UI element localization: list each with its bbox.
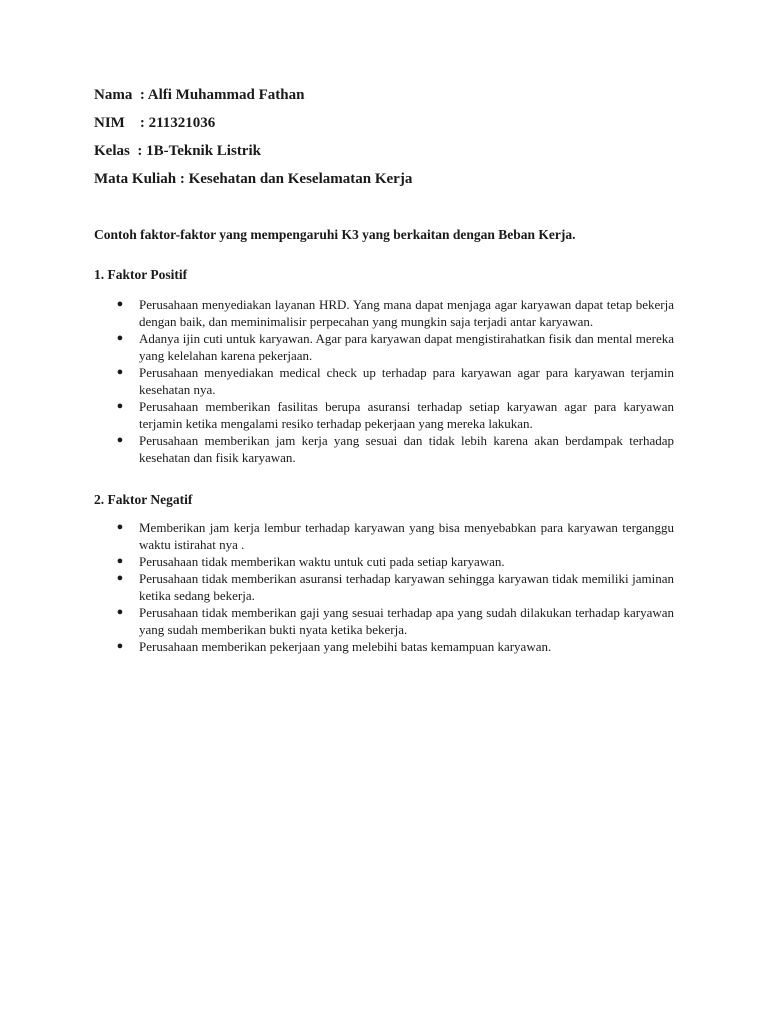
negative-factors-heading: 2. Faktor Negatif [94, 492, 193, 507]
list-item-text: Perusahaan menyediakan medical check up terhadap para karyawan agar para karyawan terjamin kesehatan nya. [139, 365, 674, 397]
list-item [94, 604, 674, 638]
bullet-icon: ● [116, 521, 124, 533]
list-item-text: Perusahaan tidak memberikan asuransi terhadap karyawan sehingga karyawan tidak memiliki jaminan ketika sedang bekerja. [139, 571, 674, 603]
list-item [94, 570, 674, 604]
list-item [94, 296, 674, 330]
student-identity [94, 86, 694, 198]
list-item-text: Perusahaan memberikan fasilitas berupa asuransi terhadap setiap karyawan agar para karyawan terjamin ketika mengalami resiko terhadap pekerjaan yang mereka lakukan. [139, 399, 674, 431]
list-item [94, 398, 674, 432]
bullet-icon: ● [116, 366, 124, 378]
list-item [94, 553, 674, 570]
list-item-text: Adanya ijin cuti untuk karyawan. Agar para karyawan dapat mengistirahatkan fisik dan mental mereka yang kelelahan karena pekerjaan. [139, 331, 674, 363]
negative-factors-list [94, 519, 674, 655]
list-item-text: Perusahaan memberikan pekerjaan yang melebihi batas kemampuan karyawan. [139, 639, 552, 654]
nim-line: NIM : 211321036 [94, 115, 216, 131]
positive-factors-heading: 1. Faktor Positif [94, 267, 188, 282]
list-item-text: Perusahaan memberikan jam kerja yang sesuai dan tidak lebih karena akan berdampak terhadap kesehatan dan fisik karyawan. [139, 433, 674, 465]
intro-heading: Contoh faktor-faktor yang mempengaruhi K3 yang berkaitan dengan Beban Kerja. [94, 227, 576, 242]
list-item-text: Perusahaan tidak memberikan waktu untuk cuti pada setiap karyawan. [139, 554, 505, 569]
bullet-icon: ● [116, 434, 124, 446]
bullet-icon: ● [116, 606, 124, 618]
list-item [94, 330, 674, 364]
list-item [94, 519, 674, 553]
positive-factors-list [94, 296, 674, 466]
list-item-text: Memberikan jam kerja lembur terhadap karyawan yang bisa menyebabkan para karyawan terganggu waktu istirahat nya . [139, 520, 674, 552]
list-item [94, 364, 674, 398]
bullet-icon: ● [116, 640, 124, 652]
name-line: Nama : Alfi Muhammad Fathan [94, 87, 305, 103]
bullet-icon: ● [116, 298, 124, 310]
class-line: Kelas : 1B-Teknik Listrik [94, 143, 261, 159]
list-item [94, 432, 674, 466]
list-item-text: Perusahaan tidak memberikan gaji yang sesuai terhadap apa yang sudah dilakukan terhadap karyawan yang sudah memberikan bukti nyata ketika bekerja. [139, 605, 674, 637]
bullet-icon: ● [116, 400, 124, 412]
bullet-icon: ● [116, 555, 124, 567]
course-line: Mata Kuliah : Kesehatan dan Keselamatan Kerja [94, 171, 413, 187]
bullet-icon: ● [116, 332, 124, 344]
bullet-icon: ● [116, 572, 124, 584]
list-item [94, 638, 674, 655]
list-item-text: Perusahaan menyediakan layanan HRD. Yang mana dapat menjaga agar karyawan dapat tetap bekerja dengan baik, dan meminimalisir perpecahan yang mungkin saja terjadi antar karyawan. [139, 297, 674, 329]
